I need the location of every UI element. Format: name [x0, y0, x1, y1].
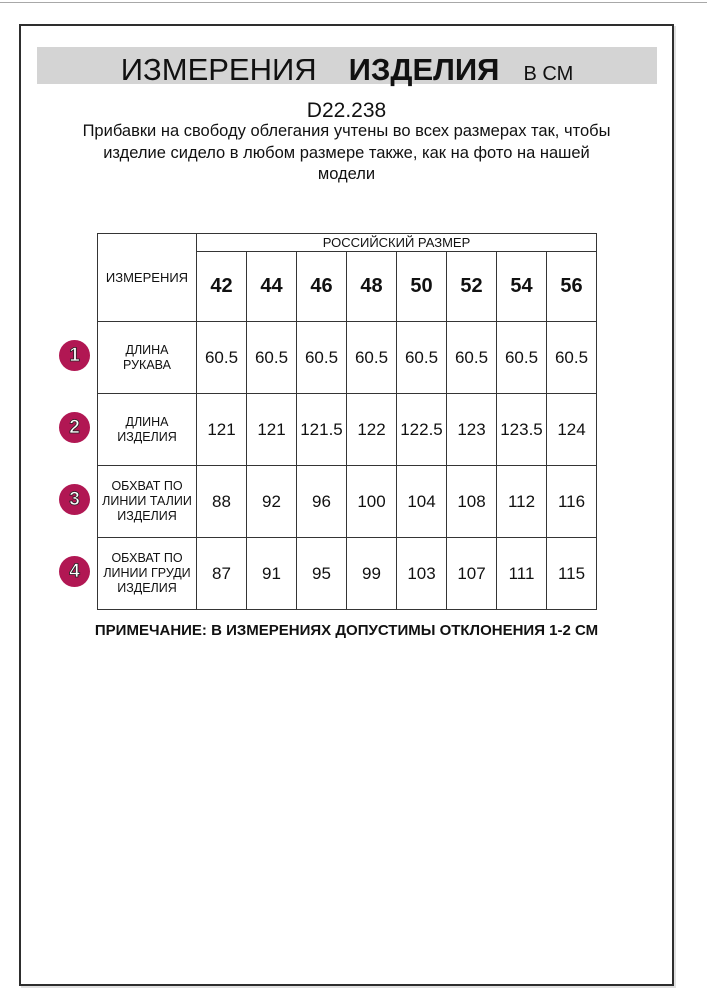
- value-cell: 60.5: [497, 322, 547, 394]
- title-bar: [37, 47, 657, 87]
- article-number: D22.238: [306, 99, 387, 122]
- value-cell: 60.5: [447, 322, 497, 394]
- size-header-cell: 46: [297, 252, 347, 322]
- value-cell: 121: [197, 394, 247, 466]
- value-cell: 121.5: [297, 394, 347, 466]
- size-header-cell: 50: [397, 252, 447, 322]
- title-product: ИЗДЕЛИЯ: [348, 52, 500, 87]
- value-cell: 91: [247, 538, 297, 610]
- value-cell: 123: [447, 394, 497, 466]
- row-number-badge: 2: [59, 412, 90, 443]
- value-cell: 122.5: [397, 394, 447, 466]
- row-number-badge: 3: [59, 484, 90, 515]
- top-edge-line: [0, 2, 707, 3]
- table-row: [98, 466, 597, 538]
- size-header-cell: 52: [447, 252, 497, 322]
- value-cell: 112: [497, 466, 547, 538]
- size-group-header-cell: РОССИЙСКИЙ РАЗМЕР: [197, 234, 597, 252]
- row-label-cell: ДЛИНА РУКАВА: [98, 322, 197, 394]
- value-cell: 123.5: [497, 394, 547, 466]
- row-number-badge: 4: [59, 556, 90, 587]
- value-cell: 100: [347, 466, 397, 538]
- size-header-cell: 42: [197, 252, 247, 322]
- value-cell: 87: [197, 538, 247, 610]
- size-header-cell: 48: [347, 252, 397, 322]
- description-line: модели: [317, 165, 376, 183]
- value-cell: 103: [397, 538, 447, 610]
- value-cell: 60.5: [397, 322, 447, 394]
- value-cell: 111: [497, 538, 547, 610]
- value-cell: 96: [297, 466, 347, 538]
- note-text: ПРИМЕЧАНИЕ: В ИЗМЕРЕНИЯХ ДОПУСТИМЫ ОТКЛОНЕНИЯ 1-2 СМ: [94, 622, 599, 639]
- row-label-cell: ДЛИНА ИЗДЕЛИЯ: [98, 394, 197, 466]
- value-cell: 116: [547, 466, 597, 538]
- title-unit: В СМ: [523, 63, 574, 85]
- value-cell: 60.5: [197, 322, 247, 394]
- row-label-cell: ОБХВАТ ПО ЛИНИИ ГРУДИ ИЗДЕЛИЯ: [98, 538, 197, 610]
- table-row: [98, 394, 597, 466]
- value-cell: 99: [347, 538, 397, 610]
- size-table: [97, 233, 597, 610]
- value-cell: 60.5: [297, 322, 347, 394]
- title-measurements: ИЗМЕРЕНИЯ: [120, 52, 317, 87]
- size-header-cell: 44: [247, 252, 297, 322]
- value-cell: 88: [197, 466, 247, 538]
- value-cell: 92: [247, 466, 297, 538]
- size-header-cell: 54: [497, 252, 547, 322]
- row-number-badge: 1: [59, 340, 90, 371]
- value-cell: 122: [347, 394, 397, 466]
- table-row: [98, 538, 597, 610]
- size-header-cell: 56: [547, 252, 597, 322]
- value-cell: 107: [447, 538, 497, 610]
- value-cell: 124: [547, 394, 597, 466]
- corner-header-cell: ИЗМЕРЕНИЯ: [98, 234, 197, 322]
- description: [19, 121, 674, 186]
- value-cell: 121: [247, 394, 297, 466]
- description-line: изделие сидело в любом размере также, как на фото на нашей: [103, 143, 590, 162]
- value-cell: 60.5: [547, 322, 597, 394]
- value-cell: 115: [547, 538, 597, 610]
- description-line: Прибавки на свободу облегания учтены во всех размерах так, чтобы: [82, 122, 611, 140]
- table-row: [98, 322, 597, 394]
- value-cell: 60.5: [247, 322, 297, 394]
- value-cell: 60.5: [347, 322, 397, 394]
- row-label-cell: ОБХВАТ ПО ЛИНИИ ТАЛИИ ИЗДЕЛИЯ: [98, 466, 197, 538]
- value-cell: 104: [397, 466, 447, 538]
- value-cell: 108: [447, 466, 497, 538]
- value-cell: 95: [297, 538, 347, 610]
